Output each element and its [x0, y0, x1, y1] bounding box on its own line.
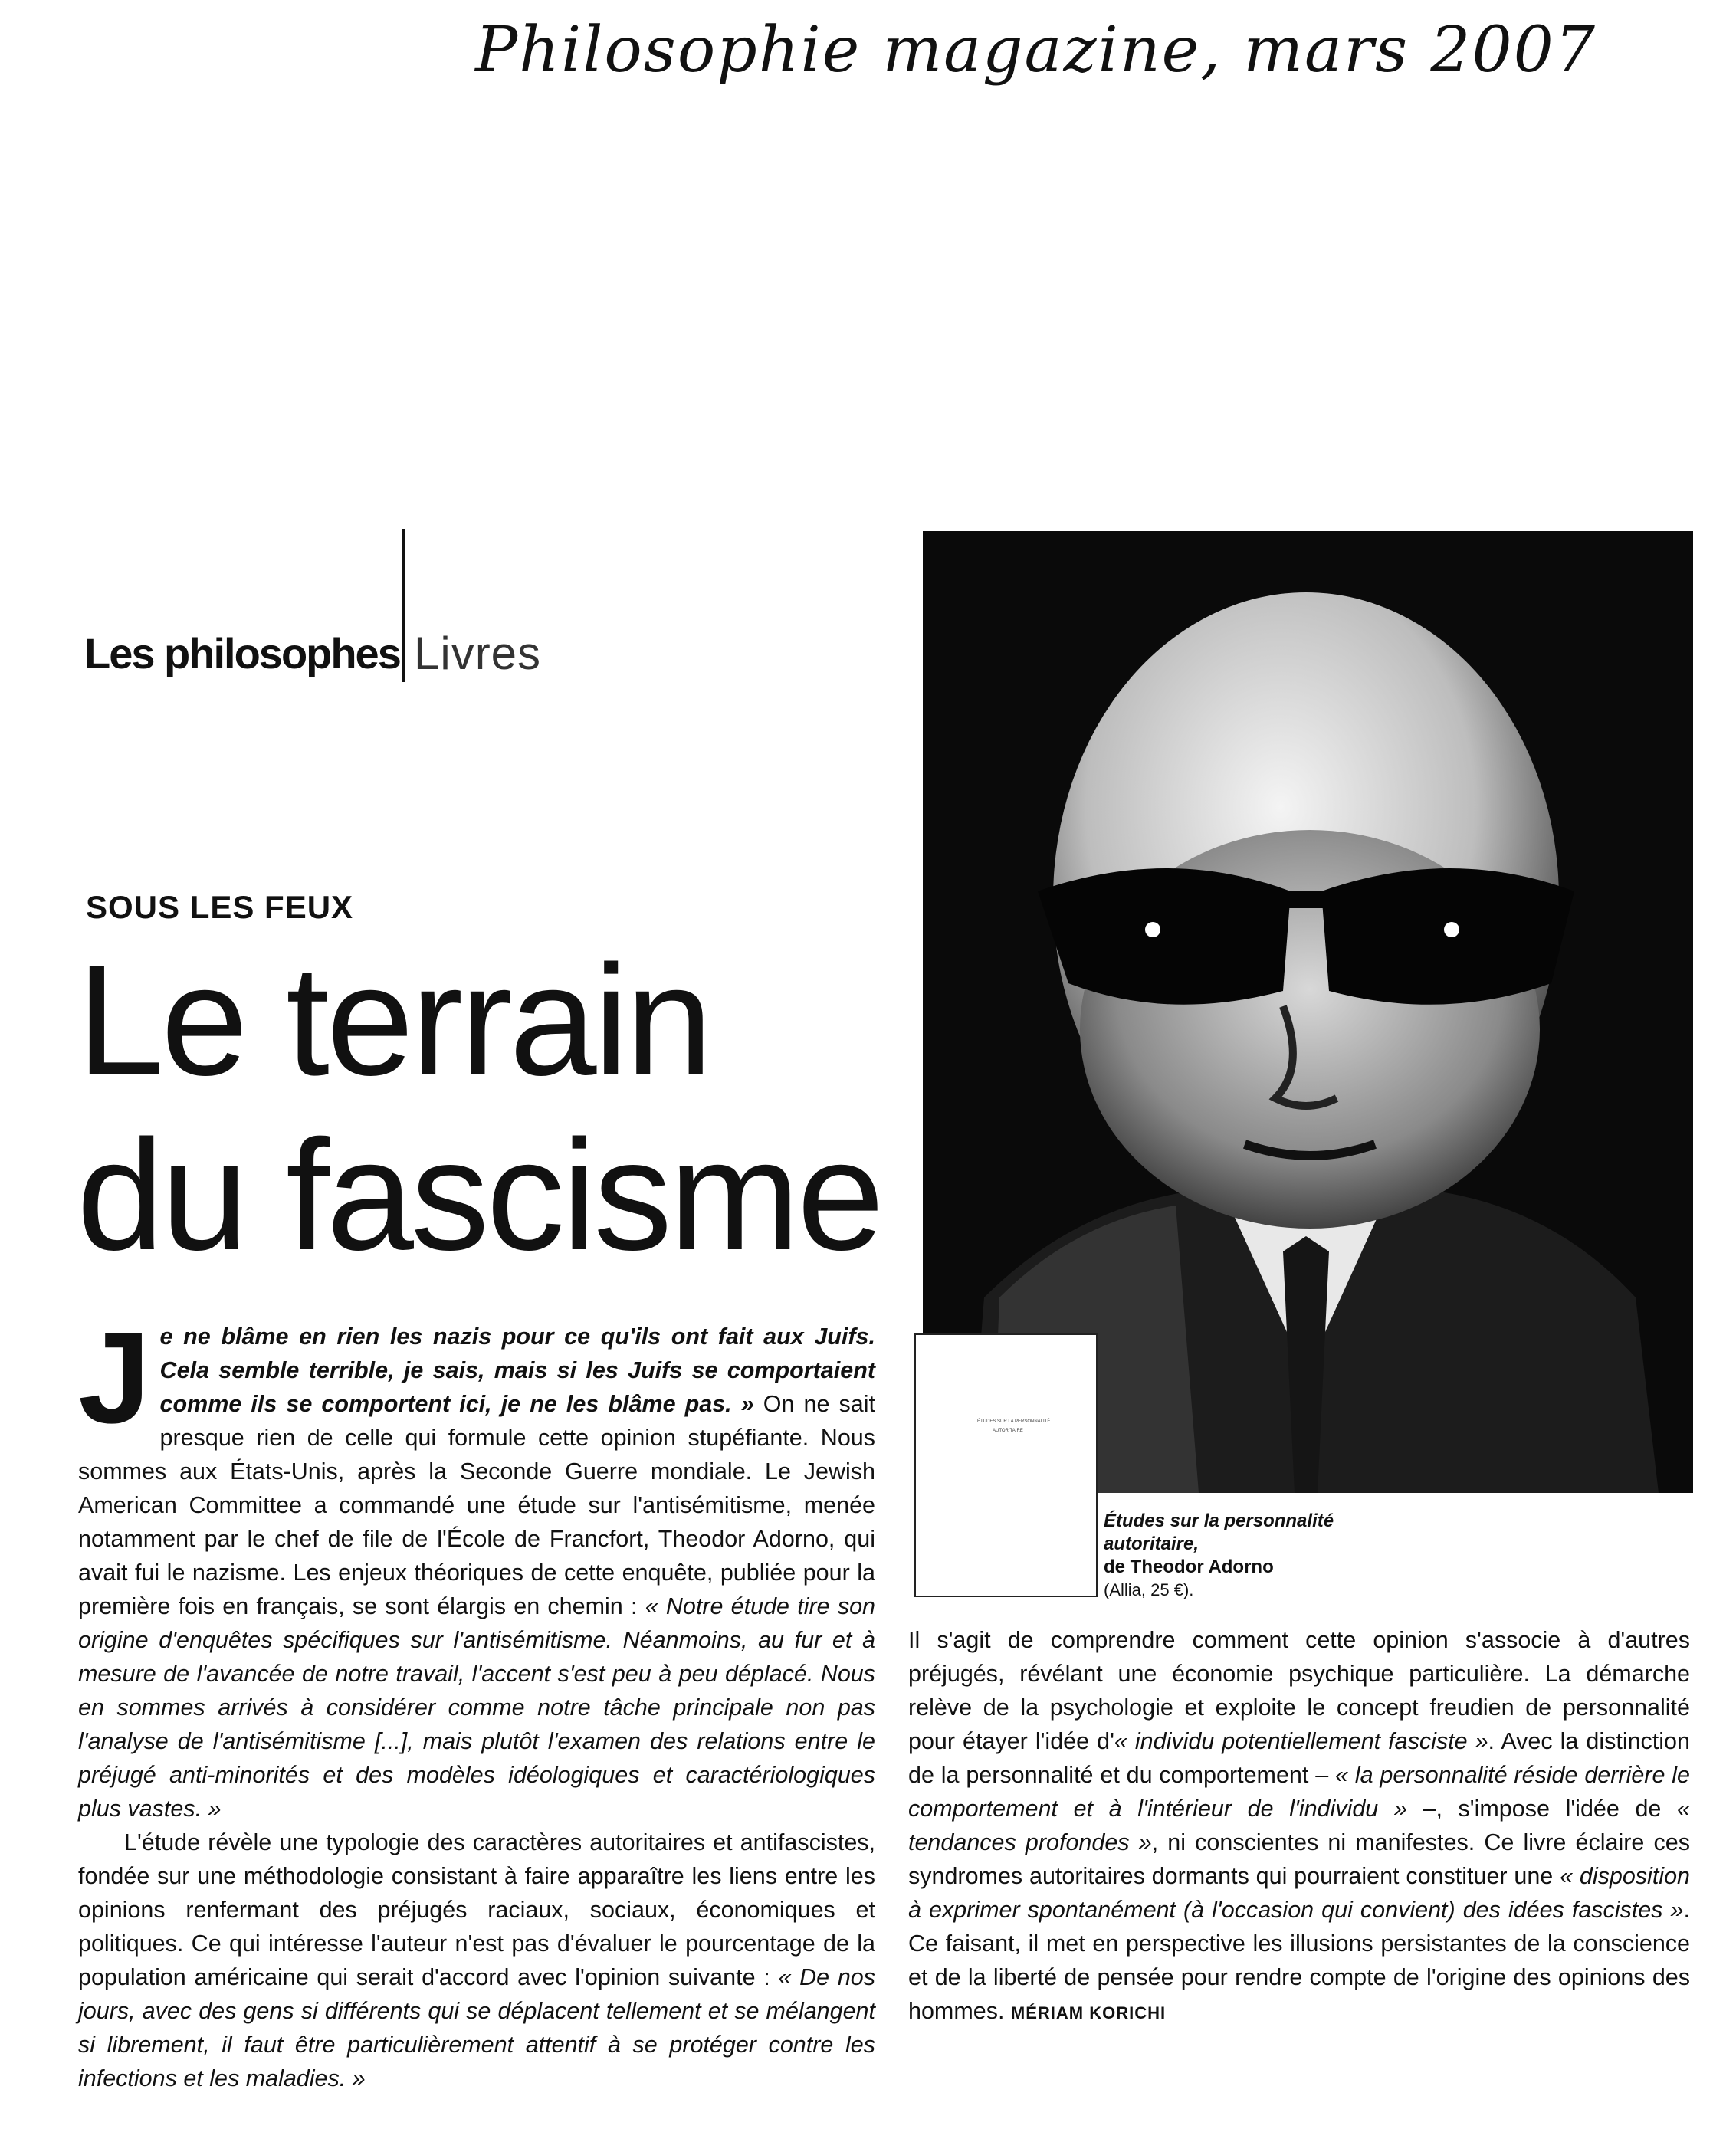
- article-column-1: [78, 1305, 876, 2095]
- inline-quote: « tendances profondes »: [908, 1796, 1690, 1855]
- headline-line-2: du fascisme: [77, 1107, 881, 1283]
- author-signature: MÉRIAM KORICHI: [1010, 2003, 1167, 2022]
- inline-quote: « individu potentiellement fasciste »: [1114, 1728, 1488, 1754]
- book-cover-title: ÉTUDES SUR LA PERSONNALITÉ: [977, 1419, 1051, 1424]
- rubric-subsection: Livres: [414, 628, 542, 679]
- caption-book-title: Études sur la personnalité autoritaire,: [1104, 1511, 1334, 1554]
- inline-quote: « la personnalité réside derrière le comportement et à l'intérieur de l'individu »: [908, 1762, 1691, 1822]
- book-cover-subtitle: AUTORITAIRE: [993, 1429, 1023, 1433]
- paragraph-text: On ne sait presque rien de celle qui formule cette opinion stupéfiante. Nous sommes aux États-Unis, après la Seconde Guerre mondiale. Le Jewish American Committee a commandé une étude sur l'antisémitisme, menée notamment par le chef de file de l'École de Francfort, Theodor Adorno, qui avait fui le nazisme. Les enjeux théoriques de cette enquête, publiée pour la première fois en français, se sont élargis en chemin :: [78, 1391, 876, 1619]
- paragraph-text: –, s'impose l'idée de: [1406, 1796, 1678, 1822]
- paragraph-text: L'étude révèle une typologie des caractères autoritaires et antifascistes, fondée sur une méthodologie consistant à faire apparaître les liens entre les opinions renfermant des préjugés raciaux, sociaux, économiques et politiques. Ce qui intéresse l'auteur n'est pas d'évaluer le pourcentage de la population américaine qui serait d'accord avec l'opinion suivante :: [78, 1829, 875, 1990]
- headline: [77, 933, 920, 1283]
- rubric-divider: [402, 529, 405, 682]
- article-paragraph-2: [78, 1826, 875, 2095]
- inline-quote: « Notre étude tire son origine d'enquêtes spécifiques sur l'antisémitisme. Néanmoins, au fur et à mesure de l'avancée de notre travail, l'accent s'est peu à peu déplacé. Nous en sommes arrivés à considérer comme notre tâche principale non pas l'analyse de l'antisémitisme [...], mais plutôt l'examen des relations entre le préjugé anti-minorités et des modèles idéologiques et caractériologiques plus vastes. »: [78, 1593, 876, 1822]
- inline-quote: « disposition à exprimer spontanément (à l'occasion qui convient) des idées fascistes »: [908, 1863, 1690, 1923]
- paragraph-text: Il s'agit de comprendre comment cette opinion s'associe à d'autres préjugés, révélant une économie psychique particulière. La démarche relève de la psychologie et exploite le concept freudien de personnalité pour étayer l'idée d': [908, 1627, 1690, 1754]
- paragraph-text: , ni conscientes ni manifestes. Ce livre éclaire ces syndromes autoritaires dormants qui pourraient constituer une: [908, 1829, 1690, 1889]
- article-column-2: [908, 1623, 1690, 2030]
- lead-quote: e ne blâme en rien les nazis pour ce qu'ils ont fait aux Juifs. Cela semble terrible, je sais, mais si les Juifs se comportaient comme ils se comportent ici, je ne les blâme pas. »: [159, 1324, 875, 1417]
- article-paragraph-3: [908, 1623, 1690, 2030]
- photo-caption: [1104, 1510, 1426, 1602]
- article-paragraph-1: [78, 1305, 876, 1826]
- headline-line-1: Le terrain: [77, 933, 710, 1108]
- paragraph-text: . Ce faisant, il met en perspective les illusions persistantes de la conscience et de la liberté de pensée pour rendre compte de l'origine des opinions des hommes.: [908, 1897, 1690, 2024]
- handwritten-source-note: Philosophie magazine, mars 2007: [475, 14, 1597, 87]
- book-cover: [914, 1333, 1098, 1597]
- section-rubric: [84, 529, 621, 682]
- caption-price: (Allia, 25 €).: [1104, 1580, 1194, 1599]
- inline-quote: « De nos jours, avec des gens si différents qui se déplacent tellement et se mélangent si librement, il faut être particulièrement attentif à se protéger contre les infections et les maladies. »: [78, 1964, 875, 2091]
- paragraph-text: . Avec la distinction de la personnalité et du comportement –: [908, 1728, 1690, 1788]
- caption-author: de Theodor Adorno: [1104, 1557, 1274, 1577]
- dropcap: J: [78, 1305, 151, 1451]
- rubric-section: Les philosophes: [84, 629, 400, 677]
- kicker: SOUS LES FEUX: [86, 889, 354, 925]
